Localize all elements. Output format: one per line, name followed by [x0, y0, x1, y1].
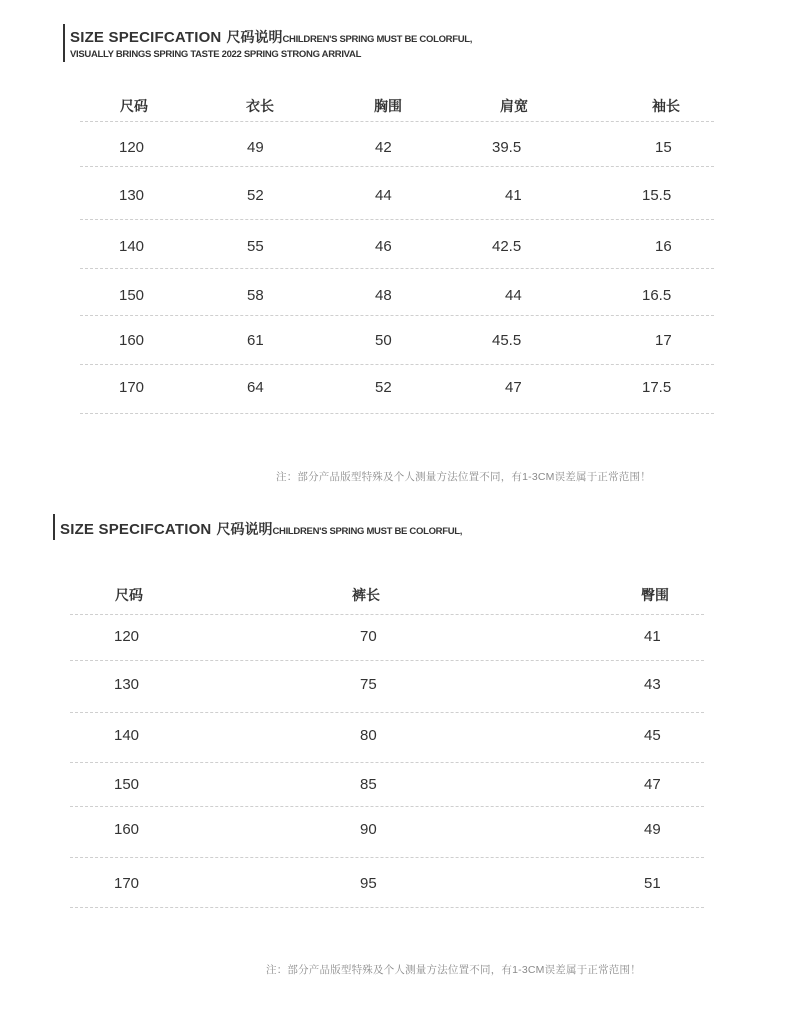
table-cell: 50	[375, 332, 392, 349]
table-cell: 130	[119, 187, 145, 204]
table-cell: 45	[644, 727, 661, 744]
column-header: 尺码	[115, 587, 143, 603]
row-divider	[70, 857, 704, 858]
column-header: 尺码	[120, 98, 148, 114]
table-cell: 80	[360, 727, 377, 744]
table-cell: 46	[375, 238, 392, 255]
table-cell: 85	[360, 776, 377, 793]
table-cell: 43	[644, 676, 661, 693]
table-cell: 52	[375, 379, 392, 396]
header-subtitle-2: VISUALLY BRINGS SPRING TASTE 2022 SPRING STRONG ARRIVAL	[70, 49, 362, 60]
table-cell: 42.5	[492, 238, 522, 255]
size-note-2: 注：部分产品版型特殊及个人测量方法位置不同，有1-3CM误差属于正常范围！	[266, 964, 641, 976]
table-cell: 16	[655, 238, 672, 255]
column-header: 衣长	[246, 98, 274, 114]
table-cell: 39.5	[492, 139, 522, 156]
row-divider	[70, 806, 704, 807]
table-cell: 64	[247, 379, 264, 396]
table-cell: 17.5	[642, 379, 672, 396]
header-title-en: SIZE SPECIFCATION	[60, 521, 212, 538]
column-header: 袖长	[652, 98, 680, 114]
row-divider	[70, 712, 704, 713]
table-cell: 17	[655, 332, 672, 349]
table-cell: 44	[505, 287, 522, 304]
row-divider	[70, 614, 704, 615]
table-cell: 15	[655, 139, 672, 156]
table-cell: 150	[119, 287, 145, 304]
table-cell: 47	[505, 379, 522, 396]
table-cell: 49	[247, 139, 264, 156]
table-cell: 90	[360, 821, 377, 838]
table-cell: 120	[119, 139, 145, 156]
table-cell: 75	[360, 676, 377, 693]
row-divider	[70, 762, 704, 763]
table-cell: 45.5	[492, 332, 522, 349]
table-cell: 130	[114, 676, 140, 693]
table-cell: 70	[360, 628, 377, 645]
row-divider	[70, 660, 704, 661]
column-header: 肩宽	[500, 98, 528, 114]
table-cell: 44	[375, 187, 392, 204]
table-cell: 170	[114, 875, 140, 892]
header-title-en: SIZE SPECIFCATION	[70, 29, 222, 46]
table-cell: 48	[375, 287, 392, 304]
table-cell: 120	[114, 628, 140, 645]
table-cell: 49	[644, 821, 661, 838]
table-cell: 51	[644, 875, 661, 892]
table-cell: 140	[114, 727, 140, 744]
table-cell: 47	[644, 776, 661, 793]
table-cell: 16.5	[642, 287, 672, 304]
table-cell: 58	[247, 287, 264, 304]
column-header: 臀围	[641, 587, 669, 603]
table-cell: 61	[247, 332, 264, 349]
header-accent-bar	[63, 24, 65, 62]
header-title-cn: 尺码说明	[226, 29, 283, 45]
header-subtitle-1: CHILDREN'S SPRING MUST BE COLORFUL,	[282, 34, 473, 45]
table-cell: 41	[505, 187, 522, 204]
table-cell: 95	[360, 875, 377, 892]
table-cell: 42	[375, 139, 392, 156]
table-cell: 160	[114, 821, 140, 838]
header-title-cn: 尺码说明	[216, 521, 273, 537]
header-subtitle-1: CHILDREN'S SPRING MUST BE COLORFUL,	[272, 526, 463, 537]
table-cell: 140	[119, 238, 145, 255]
table-cell: 150	[114, 776, 140, 793]
table-cell: 170	[119, 379, 145, 396]
column-header: 胸围	[374, 98, 402, 114]
table-cell: 52	[247, 187, 264, 204]
column-header: 裤长	[352, 587, 380, 603]
size-note-1: 注：部分产品版型特殊及个人测量方法位置不同，有1-3CM误差属于正常范围！	[276, 471, 651, 483]
header-accent-bar	[53, 514, 55, 540]
table-cell: 55	[247, 238, 264, 255]
table-cell: 160	[119, 332, 145, 349]
row-divider	[70, 907, 704, 908]
pants-size-table	[70, 0, 704, 1018]
table-cell: 15.5	[642, 187, 672, 204]
table-cell: 41	[644, 628, 661, 645]
